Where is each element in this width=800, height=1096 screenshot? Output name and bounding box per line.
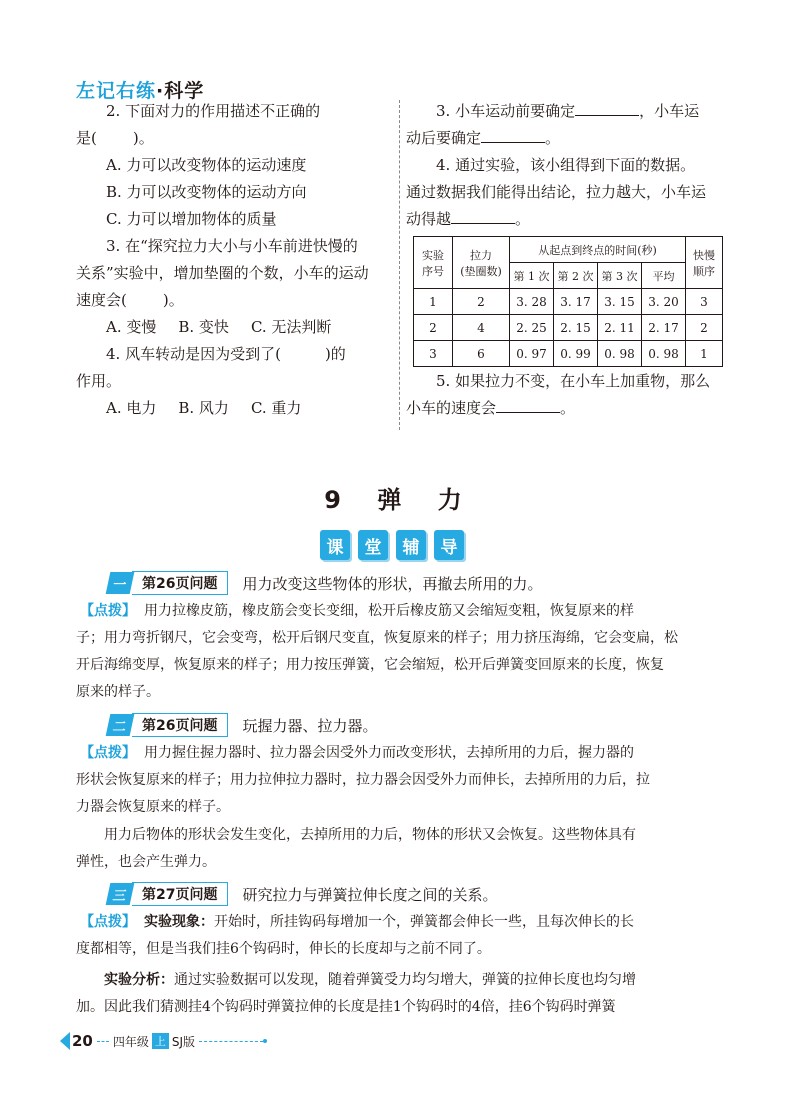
q2-stem: 2. 下面对力的作用描述不正确的 — [106, 102, 321, 120]
r4-stem: 4. 通过实验，该小组得到下面的数据。 — [436, 156, 696, 174]
section-label: 第26页问题 — [132, 713, 228, 737]
edition-label: SJ版 — [171, 1034, 196, 1049]
th-rank: 快慢 顺序 — [686, 237, 723, 289]
q3-stem: 3. 在“探究拉力大小与小车前进快慢的 — [106, 237, 358, 255]
th-trial-2: 第 2 次 — [554, 263, 598, 289]
q4-options: A. 电力 B. 风力 C. 重力 — [106, 399, 302, 417]
q3-stem-cont: 关系”实验中，增加垫圈的个数，小车的运动 — [76, 264, 369, 282]
tip-label: 【点拨】 — [80, 745, 136, 761]
th-pull: 拉力 (垫圈数) — [453, 237, 510, 289]
section-1-body: 【点拨】 用力拉橡皮筋，橡皮筋会变长变细，松开后橡皮筋又会缩短变粗，恢复原来的样 子；用力弯折钢尺，它会变弯，松开后钢尺变直，恢复原来的样子；用力挤压海绵，它会变扁，松 开后海绵变厚，恢复原来的样子；用力按压弹簧，它会缩短，松开后弹簧变回原来的长度，恢复 原来的样子。 — [76, 603, 678, 700]
banner-char: 堂 — [358, 530, 388, 560]
r5-block — [406, 368, 728, 422]
section-label: 第27页问题 — [132, 882, 228, 906]
r3-stem: 3. 小车运动前要确定 ，小车运 — [436, 102, 700, 120]
section-number: 二 — [106, 714, 135, 736]
r5-stem-cont: 小车的速度会 。 — [406, 399, 576, 417]
page-footer — [60, 1030, 267, 1052]
page-arrow-icon — [60, 1032, 70, 1050]
q3-stem-end: 速度会( )。 — [76, 291, 184, 309]
q2-option-b: B. 力可以改变物体的运动方向 — [106, 183, 307, 201]
q4-stem: 4. 风车转动是因为受到了( )的 — [106, 345, 346, 363]
th-average: 平均 — [642, 263, 686, 289]
q3-options: A. 变慢 B. 变快 C. 无法判断 — [106, 318, 332, 336]
section-label: 第26页问题 — [132, 571, 228, 595]
th-exp: 实验 序号 — [414, 237, 453, 289]
banner-char: 辅 — [396, 530, 426, 560]
section-2-summary: 用力后物体的形状会发生变化，去掉所用的力后，物体的形状又会恢复。这些物体具有 弹性，也会产生弹力。 — [76, 827, 636, 870]
r3-stem-cont: 动后要确定 。 — [406, 129, 561, 147]
q4-stem-cont: 作用。 — [76, 372, 122, 390]
page-number: 20 — [72, 1032, 93, 1050]
section-number: 一 — [106, 572, 135, 594]
footer-dot-icon — [263, 1039, 267, 1043]
section-question: 用力改变这些物体的形状，再撤去所用的力。 — [242, 574, 543, 593]
section-3-header — [108, 882, 498, 906]
q2-option-c: C. 力可以增加物体的质量 — [106, 210, 277, 228]
subject-name: 科学 — [164, 80, 205, 102]
section-question: 玩握力器、拉力器。 — [242, 716, 378, 735]
q2-stem-cont: 是( )。 — [76, 129, 154, 147]
banner-char: 课 — [320, 530, 350, 560]
th-time: 从起点到终点的时间(秒) — [510, 237, 686, 263]
column-divider — [399, 100, 400, 430]
banner-char: 导 — [434, 530, 464, 560]
brand-separator: · — [156, 80, 165, 102]
section-1-header — [108, 571, 543, 595]
table-row: 2 4 2. 25 2. 15 2. 11 2. 17 2 — [414, 315, 723, 341]
section-2-header — [108, 713, 378, 737]
left-column — [76, 98, 394, 422]
section-banner — [320, 530, 464, 564]
lesson-title: 9 弹 力 — [324, 486, 476, 514]
term-badge: 上 — [152, 1033, 169, 1049]
brand-name: 左记右练 — [76, 80, 157, 102]
section-question: 研究拉力与弹簧拉伸长度之间的关系。 — [242, 885, 498, 904]
table-row: 1 2 3. 28 3. 17 3. 15 3. 20 3 — [414, 289, 723, 315]
grade-label: 四年级 — [112, 1034, 149, 1049]
section-3-body: 【点拨】 实验现象：开始时，所挂钩码每增加一个，弹簧都会伸长一些，且每次伸长的长 度都相等，但是当我们挂6个钩码时，伸长的长度却与之前不同了。 实验分析：通过实验数据可以发现，随着弹簧受力均匀增大，弹簧的拉伸长度也均匀增 加。因此我们猜测挂4个钩码时弹簧拉伸的长度是挂1个钩码时的4倍，挂6个钩码时弹簧 — [76, 914, 636, 1015]
r5-stem: 5. 如果拉力不变，在小车上加重物，那么 — [436, 372, 711, 390]
right-column — [406, 98, 728, 233]
tip-label: 【点拨】 — [80, 914, 136, 930]
table-row: 3 6 0. 97 0. 99 0. 98 0. 98 1 — [414, 341, 723, 367]
r4-stem-end: 动得越 。 — [406, 210, 531, 228]
th-trial-3: 第 3 次 — [598, 263, 642, 289]
q2-option-a: A. 力可以改变物体的运动速度 — [106, 156, 307, 174]
th-trial-1: 第 1 次 — [510, 263, 554, 289]
r4-stem-cont: 通过数据我们能得出结论，拉力越大，小车运 — [406, 183, 707, 201]
section-2-body: 【点拨】 用力握住握力器时、拉力器会因受外力而改变形状，去掉所用的力后，握力器的 形状会恢复原来的样子；用力拉伸拉力器时，拉力器会因受外力而伸长，去掉所用的力后，拉 力器会恢复原来的样子。 — [76, 745, 650, 815]
tip-label: 【点拨】 — [80, 603, 136, 619]
section-number: 三 — [106, 883, 135, 905]
data-table — [413, 236, 723, 367]
